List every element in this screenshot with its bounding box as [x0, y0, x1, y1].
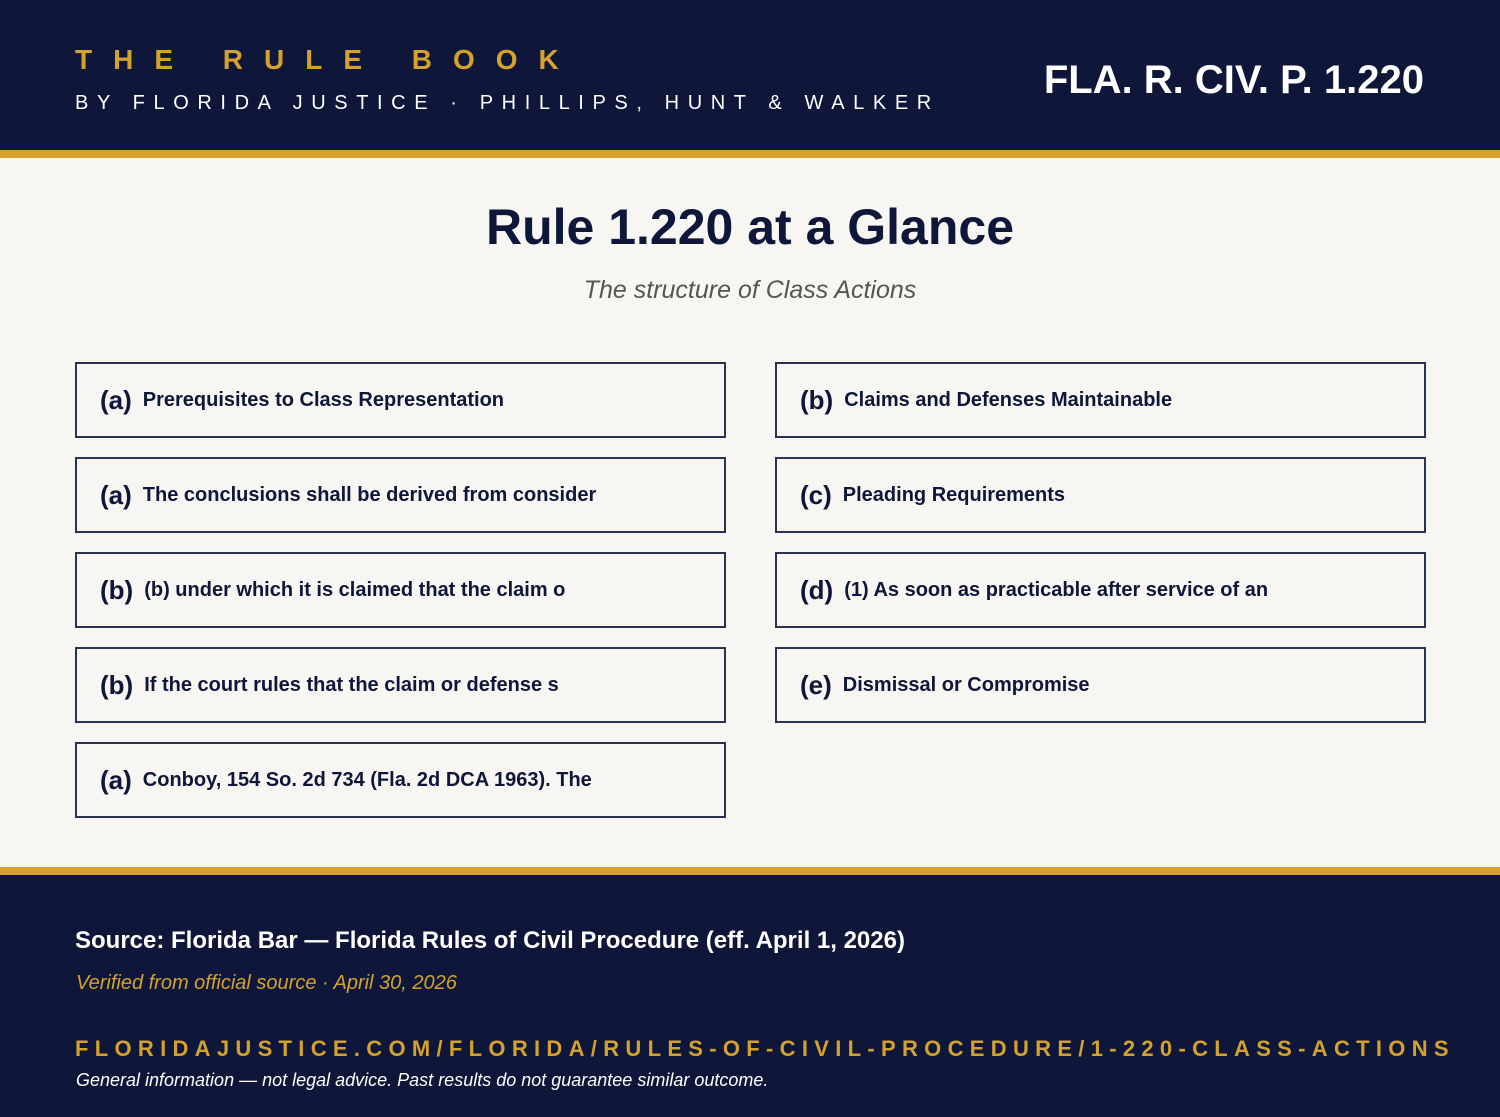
subdivision-letter: (b)	[800, 384, 834, 415]
verified-note: Verified from official source · April 30, 2026	[76, 972, 457, 994]
subdivision-card[interactable]	[775, 457, 1426, 533]
page-subtitle: The structure of Class Actions	[583, 276, 917, 304]
rule-code: FLA. R. CIV. P. 1.220	[1043, 58, 1424, 102]
subdivision-title: Claims and Defenses Maintainable	[844, 388, 1173, 411]
subdivision-title: (b) under which it is claimed that the claim o	[144, 578, 566, 601]
subdivision-title: The conclusions shall be derived from consider	[142, 483, 597, 506]
subdivision-title: If the court rules that the claim or defense s	[144, 673, 559, 696]
subdivision-title: (1) As soon as practicable after service of an	[844, 578, 1269, 601]
subdivision-title: Dismissal or Compromise	[842, 673, 1090, 696]
subdivision-card[interactable]	[75, 742, 726, 818]
subdivision-letter: (a)	[100, 479, 132, 510]
subdivision-letter: (b)	[100, 669, 134, 700]
source-url-link[interactable]: FLORIDAJUSTICE.COM/FLORIDA/RULES-OF-CIVIL-PROCEDURE/1-220-CLASS-ACTIONS	[75, 1036, 1455, 1061]
subdivision-letter: (e)	[800, 669, 832, 700]
byline: BY FLORIDA JUSTICE · PHILLIPS, HUNT & WALKER	[75, 92, 940, 114]
subdivision-card[interactable]	[75, 552, 726, 628]
subdivision-title: Conboy, 154 So. 2d 734 (Fla. 2d DCA 1963). The	[142, 768, 592, 791]
footer-divider	[0, 867, 1500, 875]
subdivision-title: Pleading Requirements	[842, 483, 1066, 506]
subdivision-letter: (a)	[100, 764, 132, 795]
page-title: Rule 1.220 at a Glance	[485, 199, 1015, 255]
subdivision-card[interactable]	[775, 362, 1426, 438]
subdivision-card[interactable]	[75, 362, 726, 438]
subdivision-card[interactable]	[75, 647, 726, 723]
source-line: Source: Florida Bar — Florida Rules of Civil Procedure (eff. April 1, 2026)	[75, 927, 905, 954]
subdivision-card[interactable]	[775, 647, 1426, 723]
subdivision-letter: (b)	[100, 574, 134, 605]
subdivision-card[interactable]	[75, 457, 726, 533]
subdivision-letter: (d)	[800, 574, 834, 605]
subdivision-letter: (a)	[100, 384, 132, 415]
subdivision-card[interactable]	[775, 552, 1426, 628]
header-divider	[0, 150, 1500, 158]
legal-disclaimer: General information — not legal advice. Past results do not guarantee similar outcome.	[76, 1070, 769, 1090]
subdivision-letter: (c)	[800, 479, 832, 510]
subdivision-title: Prerequisites to Class Representation	[142, 388, 505, 411]
brand-title: THE RULE BOOK	[75, 44, 580, 75]
